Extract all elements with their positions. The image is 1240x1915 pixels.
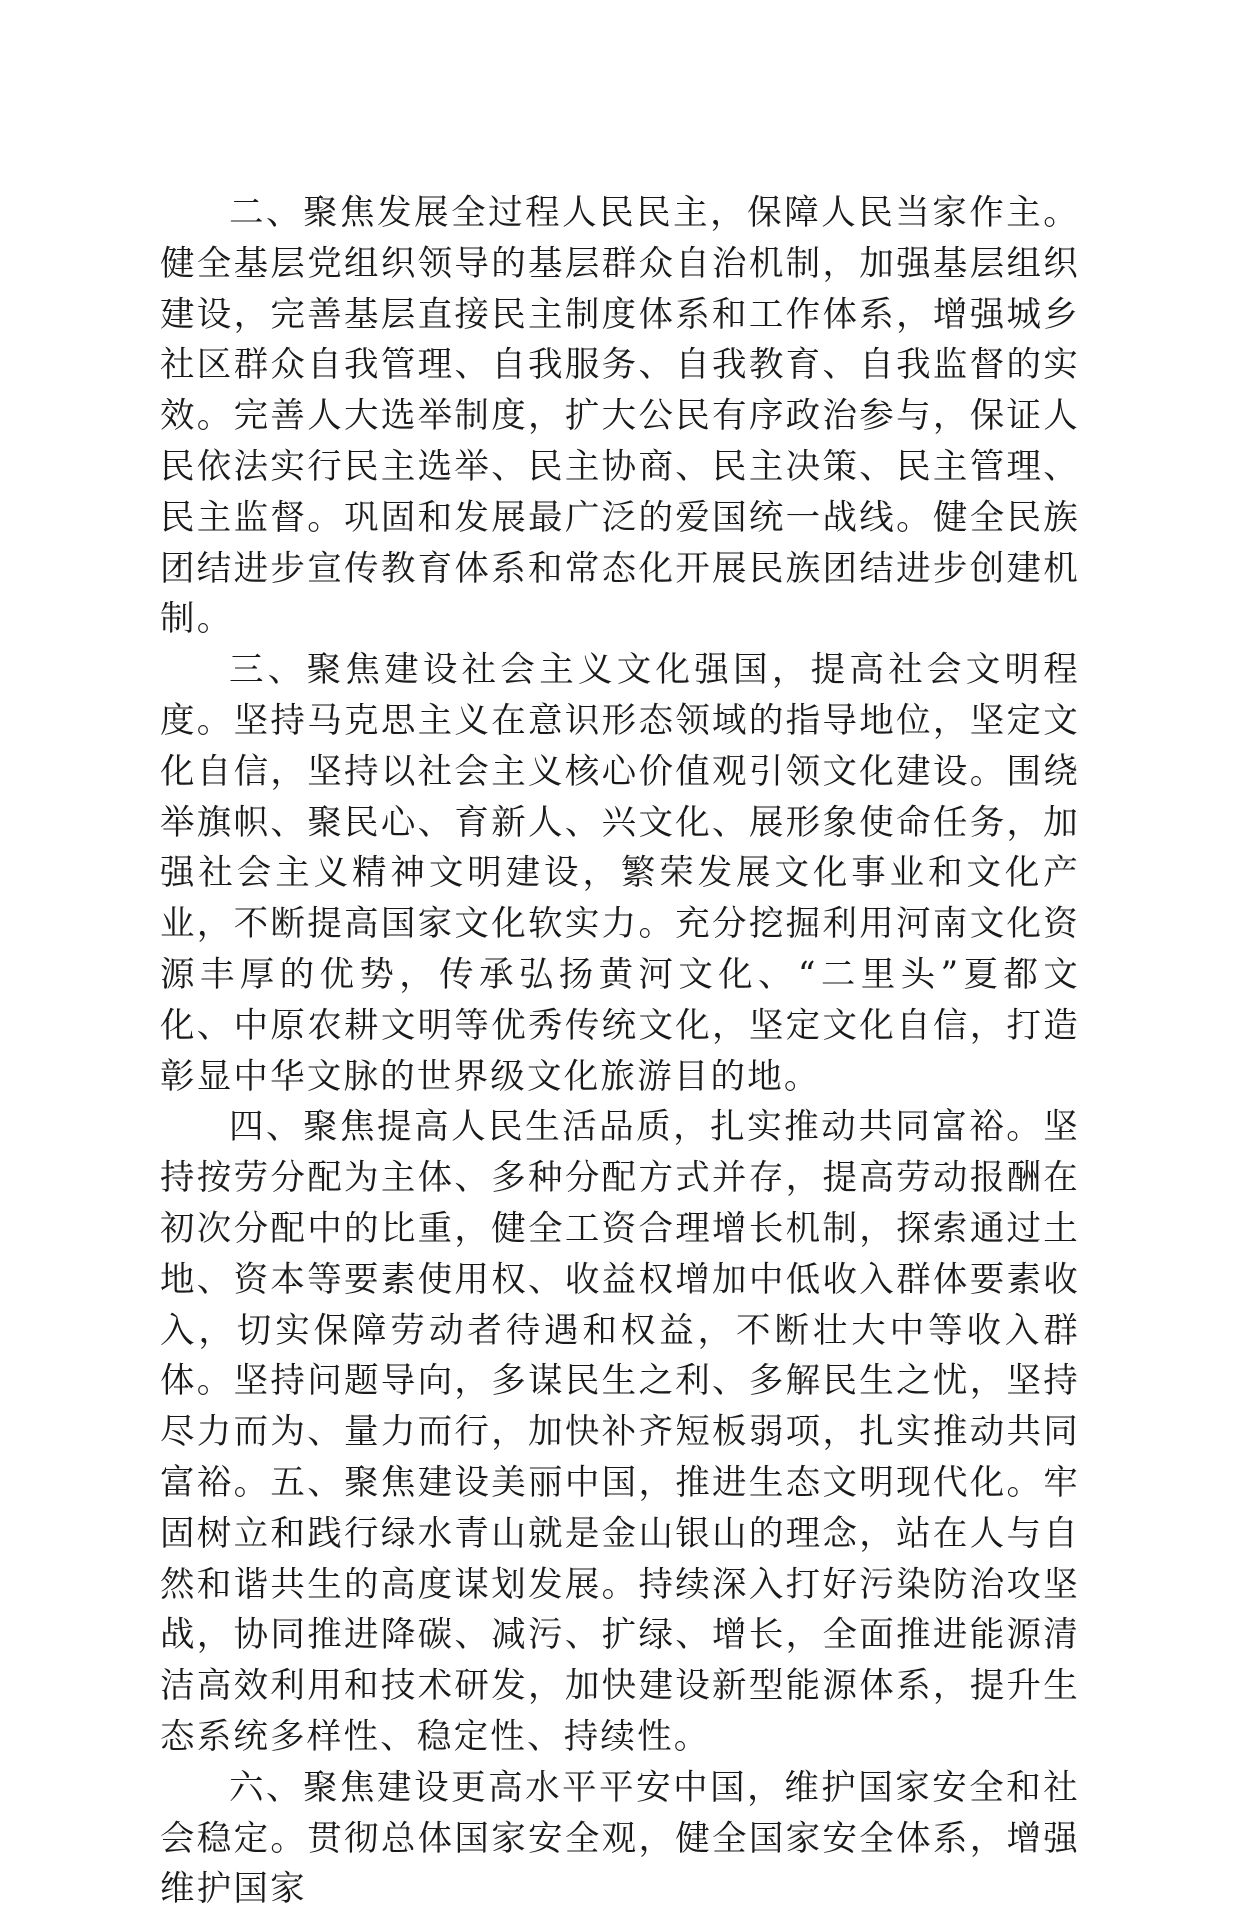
paragraph-democracy: 二、聚焦发展全过程人民民主，保障人民当家作主。健全基层党组织领导的基层群众自治机制，加强基层组织建设，完善基层直接民主制度体系和工作体系，增强城乡社区群众自我管理、自我服务、自我教育、自我监督的实效。完善人大选举制度，扩大公民有序政治参与，保证人民依法实行民主选举、民主协商、民主决策、民主管理、民主监督。巩固和发展最广泛的爱国统一战线。健全民族团结进步宣传教育体系和常态化开展民族团结进步创建机制。 <box>160 193 1080 640</box>
paragraph-livelihood-ecology: 四、聚焦提高人民生活品质，扎实推动共同富裕。坚持按劳分配为主体、多种分配方式并存，提高劳动报酬在初次分配中的比重，健全工资合理增长机制，探索通过土地、资本等要素使用权、收益权增加中低收入群体要素收入，切实保障劳动者待遇和权益，不断壮大中等收入群体。坚持问题导向，多谋民生之利、多解民生之忧，坚持尽力而为、量力而行，加快补齐短板弱项，扎实推动共同富裕。五、聚焦建设美丽中国，推进生态文明现代化。牢固树立和践行绿水青山就是金山银山的理念，站在人与自然和谐共生的高度谋划发展。持续深入打好污染防治攻坚战，协同推进降碳、减污、扩绿、增长，全面推进能源清洁高效利用和技术研发，加快建设新型能源体系，提升生态系统多样性、稳定性、持续性。 <box>160 1107 1080 1757</box>
paragraph-security: 六、聚焦建设更高水平平安中国，维护国家安全和社会稳定。贯彻总体国家安全观，健全国家安全体系，增强维护国家 <box>160 1767 1080 1910</box>
paragraph-culture: 三、聚焦建设社会主义文化强国，提高社会文明程度。坚持马克思主义在意识形态领域的指导地位，坚定文化自信，坚持以社会主义核心价值观引领文化建设。围绕举旗帜、聚民心、育新人、兴文化、展形象使命任务，加强社会主义精神文明建设，繁荣发展文化事业和文化产业，不断提高国家文化软实力。充分挖掘利用河南文化资源丰厚的优势，传承弘扬黄河文化、“二里头”夏都文化、中原农耕文明等优秀传统文化，坚定文化自信，打造彰显中华文脉的世界级文化旅游目的地。 <box>160 650 1080 1097</box>
document-body <box>160 188 1080 1915</box>
